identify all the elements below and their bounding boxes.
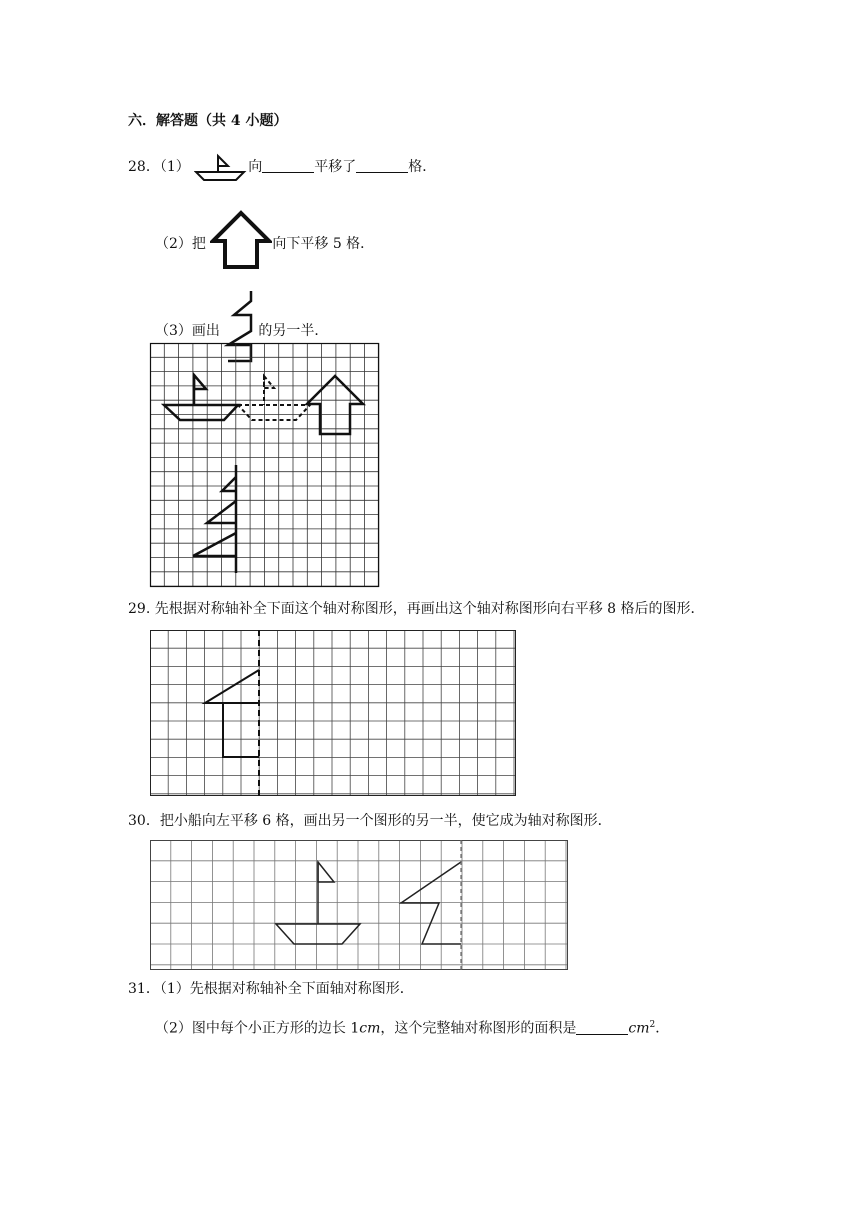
q30-text: 30．把小船向左平移 6 格，画出另一个图形的另一半，使它成为轴对称图形． bbox=[128, 813, 612, 829]
q28-direction-blank[interactable] bbox=[262, 158, 314, 173]
q31-p2-mid: ，这个完整轴对称图形的面积是 bbox=[380, 1020, 577, 1037]
arrow-shape-icon bbox=[210, 210, 272, 270]
q28-part1 bbox=[128, 152, 436, 182]
q28-p2-prefix: （2）把 bbox=[155, 236, 206, 252]
q28-arrow-figure bbox=[307, 376, 363, 434]
q31-p1-text: （1）先根据对称轴补全下面轴对称图形． bbox=[159, 981, 414, 997]
q29-grid[interactable] bbox=[150, 630, 516, 796]
q31-area-blank[interactable] bbox=[576, 1020, 628, 1035]
q29-text: 29. 先根据对称轴补全下面这个轴对称图形，再画出这个轴对称图形向右平移 8 格后的图形． bbox=[128, 601, 705, 617]
q31-part1 bbox=[128, 980, 414, 998]
q30-grid[interactable] bbox=[150, 840, 568, 970]
q28-half-figure bbox=[193, 465, 236, 573]
q28-squares-blank[interactable] bbox=[356, 158, 408, 173]
q31-part2 bbox=[155, 1016, 669, 1038]
q30-boat-figure bbox=[276, 862, 360, 944]
q28-boat-figure bbox=[164, 375, 238, 420]
q28-dashed-boat-figure bbox=[238, 376, 310, 420]
q30-half-figure bbox=[401, 862, 461, 944]
section-title: 六．解答题（共 4 小题） bbox=[128, 113, 288, 129]
q31-number: 31． bbox=[128, 981, 160, 997]
q28-grid[interactable] bbox=[150, 343, 379, 587]
q29-half-figure bbox=[205, 670, 259, 757]
q28-p1-prefix: （1） bbox=[159, 159, 190, 175]
q28-p1-translate-word: 平移了 bbox=[314, 159, 357, 175]
q28-p3-suffix: 的另一半． bbox=[258, 323, 329, 339]
small-boat-icon bbox=[194, 152, 248, 182]
q31-unit-cm: cm bbox=[359, 1020, 381, 1037]
q28-number: 28． bbox=[128, 159, 160, 175]
q28-p1-suffix: 格． bbox=[408, 159, 437, 175]
q31-p2-end: ． bbox=[655, 1020, 670, 1037]
q28-p1-direction-word: 向 bbox=[248, 159, 263, 175]
q28-p2-suffix: 向下平移 5 格． bbox=[272, 236, 375, 252]
q28-p3-prefix: （3）画出 bbox=[155, 323, 220, 339]
q31-p2-prefix: （2）图中每个小正方形的边长 1 bbox=[155, 1020, 360, 1037]
q31-unit-sup: 2 bbox=[649, 1020, 656, 1030]
q28-part2 bbox=[155, 210, 374, 270]
q31-unit-cm2: cm bbox=[628, 1020, 650, 1037]
